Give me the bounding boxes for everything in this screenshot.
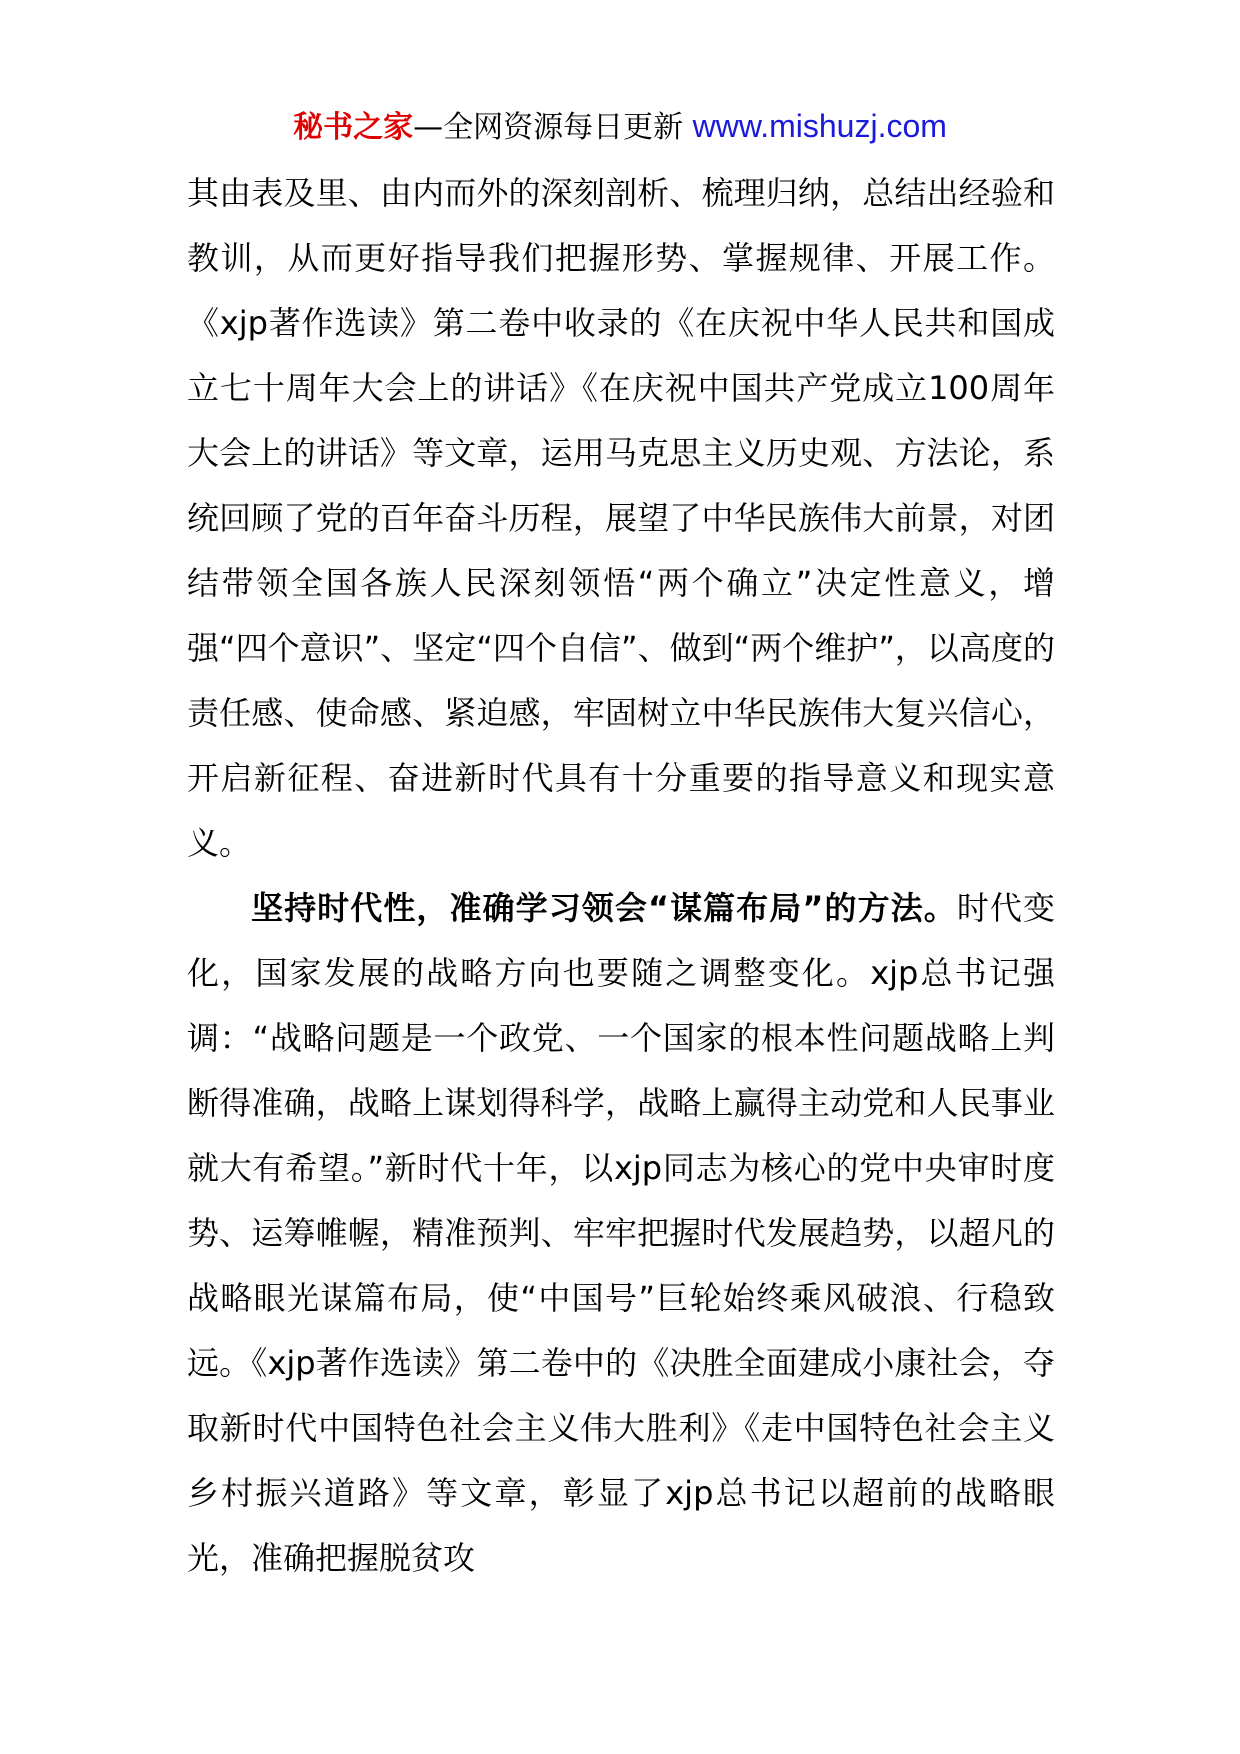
header-url-link[interactable]: www.mishuzj.com [692, 108, 947, 144]
page-header [0, 104, 1240, 150]
paragraph-2-text: 时代变化，国家发展的战略方向也要随之调整变化。xjp总书记强调：“战略问题是一个政党、一个国家的根本性问题战略上判断得准确，战略上谋划得科学，战略上赢得主动党和人民事业就大有希望。”新时代十年，以xjp同志为核心的党中央审时度势、运筹帷幄，精准预判、牢牢把握时代发展趋势，以超凡的战略眼光谋篇布局，使“中国号”巨轮始终乘风破浪、行稳致远。《xjp著作选读》第二卷中的《决胜全面建成小康社会，夺取新时代中国特色社会主义伟大胜利》《走中国特色社会主义乡村振兴道路》等文章，彰显了xjp总书记以超前的战略眼光，准确把握脱贫攻 [187, 889, 1055, 1577]
header-tagline: —全网资源每日更新 [413, 110, 693, 145]
paragraph-1: 其由表及里、由内而外的深刻剖析、梳理归纳，总结出经验和教训，从而更好指导我们把握形势、掌握规律、开展工作。《xjp著作选读》第二卷中收录的《在庆祝中华人民共和国成立七十周年大会上的讲话》《在庆祝中国共产党成立100周年大会上的讲话》等文章，运用马克思主义历史观、方法论，系统回顾了党的百年奋斗历程，展望了中华民族伟大前景，对团结带领全国各族人民深刻领悟“两个确立”决定性意义，增强“四个意识”、坚定“四个自信”、做到“两个维护”，以高度的责任感、使命感、紧迫感，牢固树立中华民族伟大复兴信心，开启新征程、奋进新时代具有十分重要的指导意义和现实意义。 [187, 174, 1055, 862]
header-brand: 秘书之家 [293, 110, 414, 145]
paragraph-2 [187, 876, 1055, 1591]
paragraph-2-heading: 坚持时代性，准确学习领会“谋篇布局”的方法。 [251, 889, 957, 927]
document-body [187, 161, 1055, 1591]
